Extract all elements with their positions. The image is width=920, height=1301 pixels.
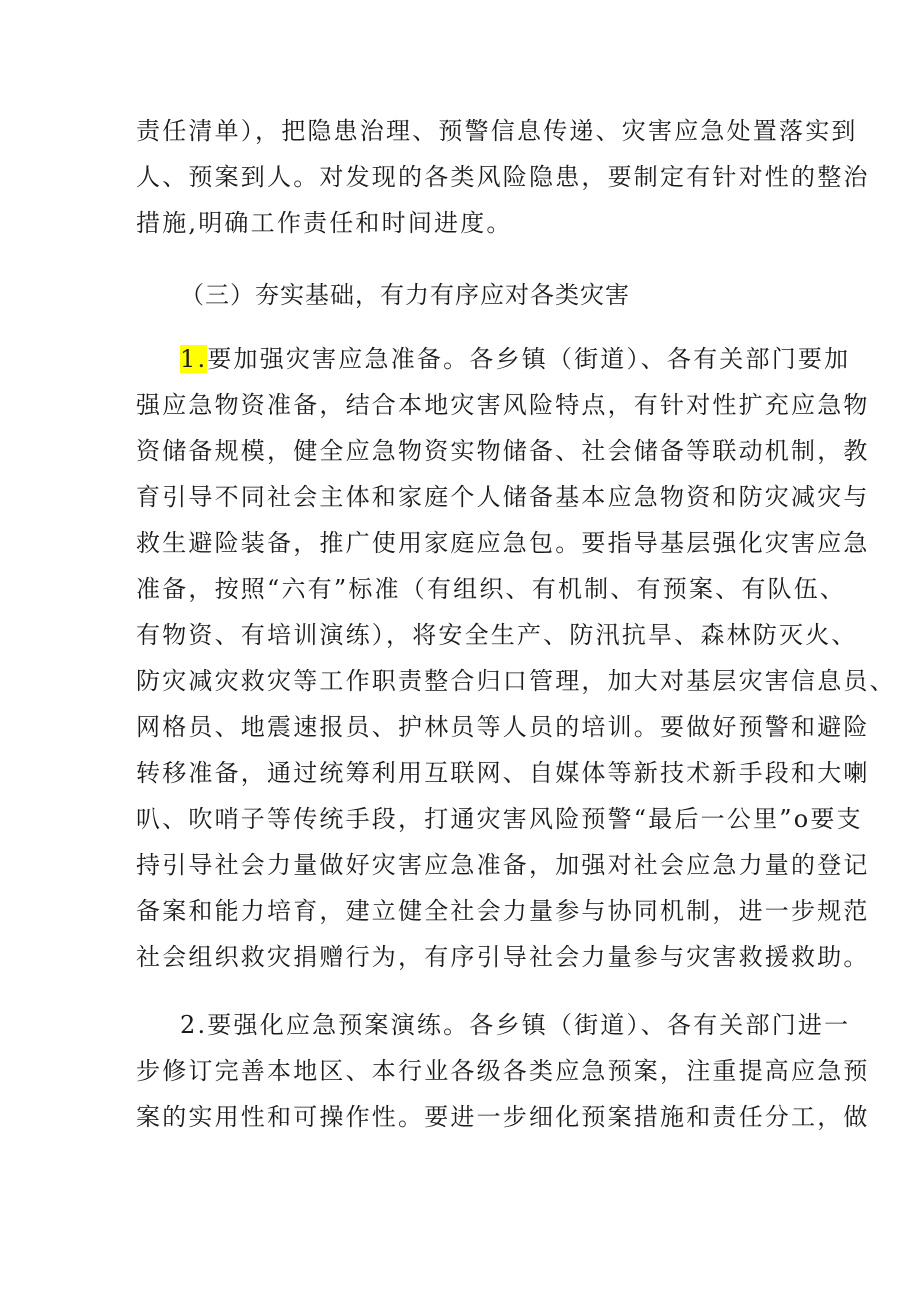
text-line: 防灾减灾救灾等工作职责整合归口管理，加大对基层灾害信息员、 [136, 667, 896, 695]
text-line: 叭、吹哨子等传统手段，打通灾害风险预警“最后一公里”o要支 [136, 805, 863, 833]
text-line: 强应急物资准备，结合本地灾害风险特点，有针对性扩充应急物 [136, 391, 870, 419]
text-line: 人、预案到人。对发现的各类风险隐患，要制定有针对性的整治 [136, 163, 870, 191]
text-line: 社会组织救灾捐赠行为，有序引导社会力量参与灾害救援救助。 [136, 943, 870, 971]
text-line: 备案和能力培育，建立健全社会力量参与协同机制，进一步规范 [136, 897, 870, 925]
paragraph-item-1 [136, 336, 896, 980]
text-line: 措施,明确工作责任和时间进度。 [136, 209, 513, 237]
text-line: 步修订完善本地区、本行业各级各类应急预案，注重提高应急预 [136, 1057, 870, 1085]
text-line [136, 336, 851, 382]
text-line: 网格员、地震速报员、护林员等人员的培训。要做好预警和避险 [136, 713, 870, 741]
text-line: 准备，按照“六有”标准（有组织、有机制、有预案、有队伍、 [136, 575, 847, 603]
text-line: 救生避险装备，推广使用家庭应急包。要指导基层强化灾害应急 [136, 529, 870, 557]
text-line: 持引导社会力量做好灾害应急准备，加强对社会应急力量的登记 [136, 851, 870, 879]
text-line: 2.要强化应急预案演练。各乡镇（街道）、各有关部门进一 [180, 1011, 851, 1039]
text-line: 有物资、有培训演练），将安全生产、防汛抗旱、森林防灭火、 [136, 621, 858, 649]
paragraph-continuation [136, 108, 870, 246]
text-line: 转移准备，通过统筹利用互联网、自媒体等新技术新手段和大喇 [136, 759, 870, 787]
text-line: 责任清单），把隐患治理、预警信息传递、灾害应急处置落实到 [136, 117, 858, 145]
section-heading: （三）夯实基础，有力有序应对各类灾害 [180, 281, 630, 309]
text-line: 育引导不同社会主体和家庭个人储备基本应急物资和防灾减灾与 [136, 483, 870, 511]
text-line: 案的实用性和可操作性。要进一步细化预案措施和责任分工，做 [136, 1103, 870, 1131]
first-line-text: 要加强灾害应急准备。各乡镇（街道）、各有关部门要加 [207, 345, 851, 373]
text-line: 资储备规模，健全应急物资实物储备、社会储备等联动机制，教 [136, 437, 870, 465]
item-number-highlight: 1. [180, 345, 208, 373]
paragraph-item-2 [136, 1002, 870, 1140]
